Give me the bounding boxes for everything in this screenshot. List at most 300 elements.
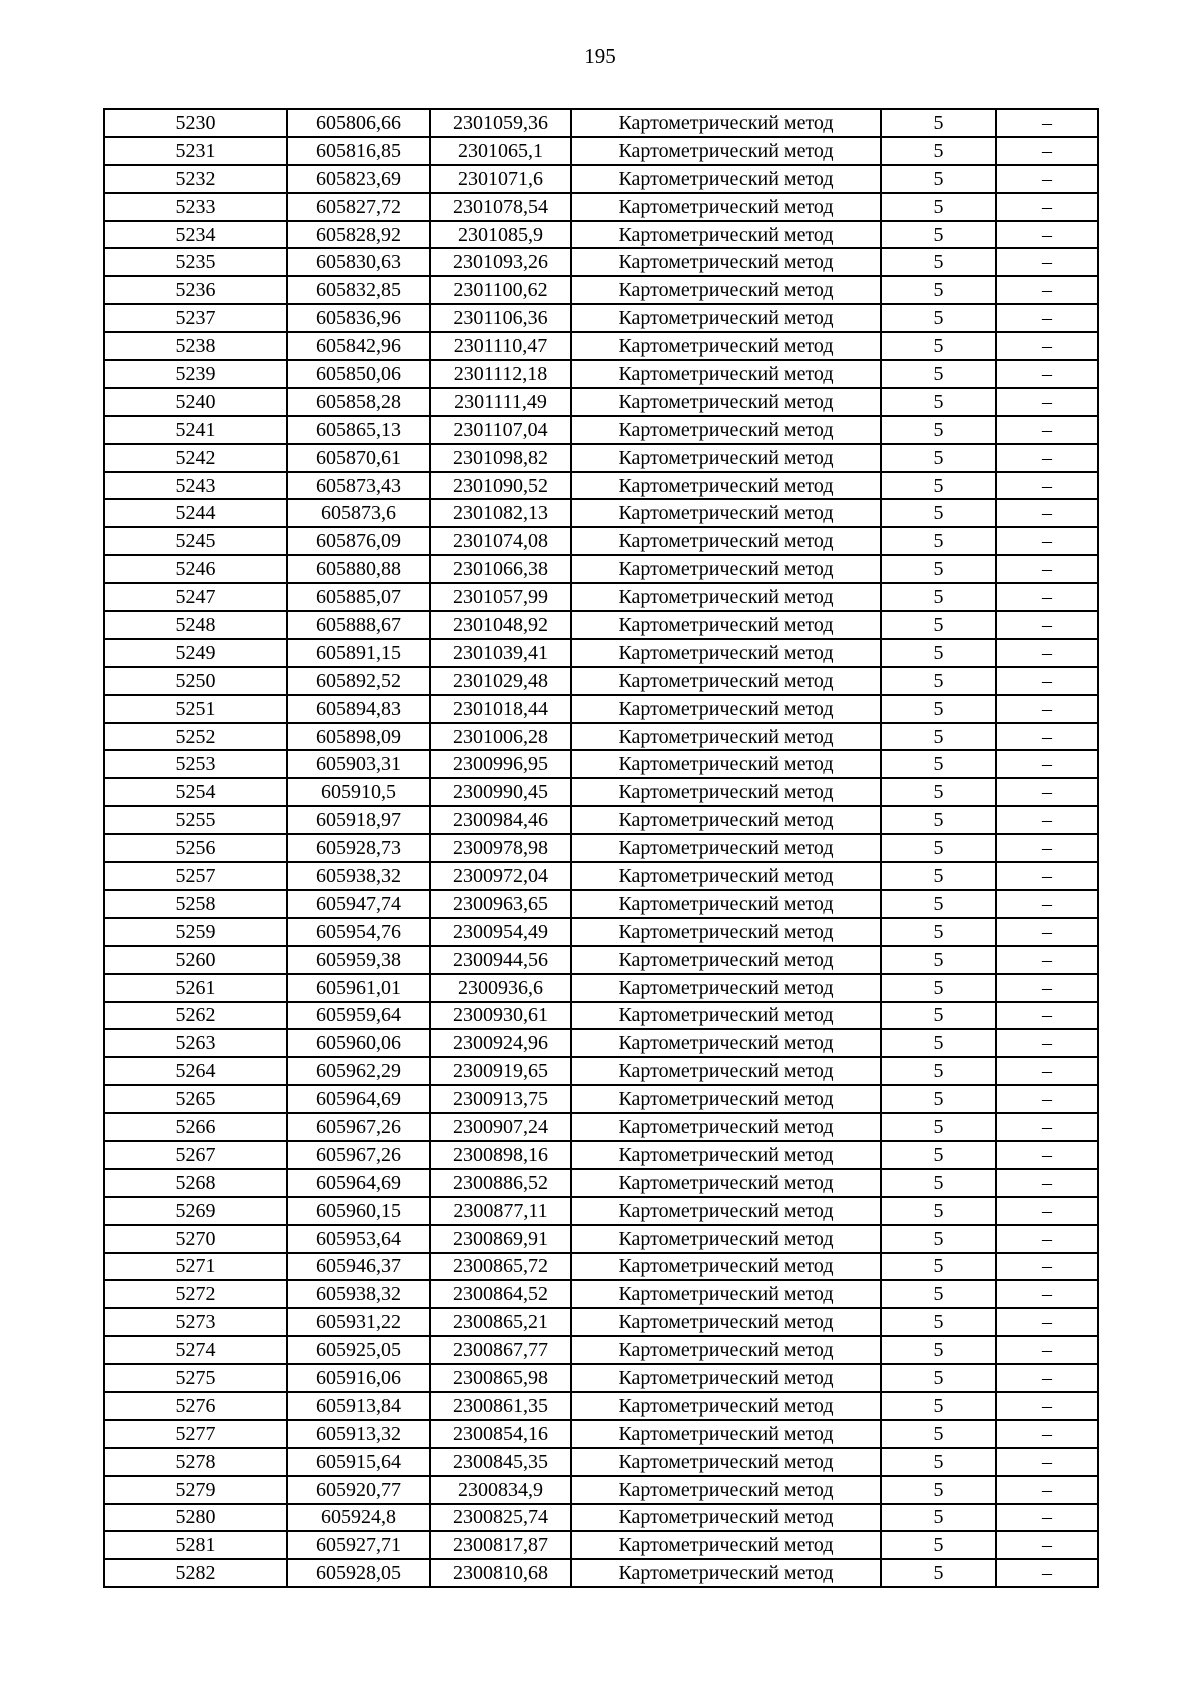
x-coordinate-cell: 605927,71 [287, 1531, 430, 1559]
accuracy-cell: 5 [881, 1002, 996, 1030]
x-coordinate-cell: 605962,29 [287, 1057, 430, 1085]
note-cell: – [996, 555, 1098, 583]
x-coordinate-cell: 605913,32 [287, 1420, 430, 1448]
x-coordinate-cell: 605967,26 [287, 1113, 430, 1141]
x-coordinate-cell: 605915,64 [287, 1448, 430, 1476]
note-cell: – [996, 1057, 1098, 1085]
method-cell: Картометрический метод [571, 1029, 881, 1057]
y-coordinate-cell: 2300810,68 [430, 1559, 571, 1587]
method-cell: Картометрический метод [571, 639, 881, 667]
y-coordinate-cell: 2300845,35 [430, 1448, 571, 1476]
point-number-cell: 5245 [104, 527, 287, 555]
x-coordinate-cell: 605832,85 [287, 276, 430, 304]
point-number-cell: 5267 [104, 1141, 287, 1169]
point-number-cell: 5255 [104, 806, 287, 834]
y-coordinate-cell: 2300913,75 [430, 1085, 571, 1113]
x-coordinate-cell: 605913,84 [287, 1392, 430, 1420]
method-cell: Картометрический метод [571, 1225, 881, 1253]
note-cell: – [996, 360, 1098, 388]
accuracy-cell: 5 [881, 1057, 996, 1085]
table-row [104, 778, 1098, 806]
method-cell: Картометрический метод [571, 193, 881, 221]
x-coordinate-cell: 605918,97 [287, 806, 430, 834]
x-coordinate-cell: 605947,74 [287, 890, 430, 918]
note-cell: – [996, 304, 1098, 332]
note-cell: – [996, 890, 1098, 918]
point-number-cell: 5264 [104, 1057, 287, 1085]
method-cell: Картометрический метод [571, 276, 881, 304]
table-row [104, 1169, 1098, 1197]
x-coordinate-cell: 605903,31 [287, 750, 430, 778]
x-coordinate-cell: 605842,96 [287, 332, 430, 360]
accuracy-cell: 5 [881, 611, 996, 639]
note-cell: – [996, 1448, 1098, 1476]
table-row [104, 1448, 1098, 1476]
x-coordinate-cell: 605964,69 [287, 1085, 430, 1113]
method-cell: Картометрический метод [571, 388, 881, 416]
x-coordinate-cell: 605910,5 [287, 778, 430, 806]
y-coordinate-cell: 2300834,9 [430, 1476, 571, 1504]
y-coordinate-cell: 2300886,52 [430, 1169, 571, 1197]
x-coordinate-cell: 605964,69 [287, 1169, 430, 1197]
note-cell: – [996, 750, 1098, 778]
method-cell: Картометрический метод [571, 1559, 881, 1587]
x-coordinate-cell: 605960,06 [287, 1029, 430, 1057]
note-cell: – [996, 1085, 1098, 1113]
y-coordinate-cell: 2301107,04 [430, 416, 571, 444]
point-number-cell: 5269 [104, 1197, 287, 1225]
y-coordinate-cell: 2300867,77 [430, 1336, 571, 1364]
note-cell: – [996, 834, 1098, 862]
table-row [104, 862, 1098, 890]
table-row [104, 472, 1098, 500]
y-coordinate-cell: 2301059,36 [430, 109, 571, 137]
accuracy-cell: 5 [881, 1197, 996, 1225]
table-row [104, 444, 1098, 472]
y-coordinate-cell: 2300861,35 [430, 1392, 571, 1420]
method-cell: Картометрический метод [571, 1253, 881, 1281]
method-cell: Картометрический метод [571, 583, 881, 611]
note-cell: – [996, 778, 1098, 806]
point-number-cell: 5279 [104, 1476, 287, 1504]
accuracy-cell: 5 [881, 1559, 996, 1587]
note-cell: – [996, 472, 1098, 500]
x-coordinate-cell: 605865,13 [287, 416, 430, 444]
point-number-cell: 5236 [104, 276, 287, 304]
method-cell: Картометрический метод [571, 1392, 881, 1420]
point-number-cell: 5240 [104, 388, 287, 416]
method-cell: Картометрический метод [571, 109, 881, 137]
table-row [104, 1420, 1098, 1448]
accuracy-cell: 5 [881, 1085, 996, 1113]
table-row [104, 974, 1098, 1002]
point-number-cell: 5239 [104, 360, 287, 388]
x-coordinate-cell: 605888,67 [287, 611, 430, 639]
x-coordinate-cell: 605938,32 [287, 1280, 430, 1308]
method-cell: Картометрический метод [571, 1002, 881, 1030]
accuracy-cell: 5 [881, 193, 996, 221]
table-row [104, 583, 1098, 611]
accuracy-cell: 5 [881, 444, 996, 472]
point-number-cell: 5254 [104, 778, 287, 806]
accuracy-cell: 5 [881, 360, 996, 388]
accuracy-cell: 5 [881, 583, 996, 611]
note-cell: – [996, 639, 1098, 667]
point-number-cell: 5259 [104, 918, 287, 946]
note-cell: – [996, 667, 1098, 695]
x-coordinate-cell: 605828,92 [287, 221, 430, 249]
table-row [104, 806, 1098, 834]
page-number: 195 [584, 44, 616, 68]
accuracy-cell: 5 [881, 1336, 996, 1364]
point-number-cell: 5232 [104, 165, 287, 193]
note-cell: – [996, 1336, 1098, 1364]
table-row [104, 221, 1098, 249]
x-coordinate-cell: 605873,6 [287, 499, 430, 527]
y-coordinate-cell: 2300869,91 [430, 1225, 571, 1253]
method-cell: Картометрический метод [571, 221, 881, 249]
y-coordinate-cell: 2300984,46 [430, 806, 571, 834]
accuracy-cell: 5 [881, 248, 996, 276]
y-coordinate-cell: 2301110,47 [430, 332, 571, 360]
y-coordinate-cell: 2301039,41 [430, 639, 571, 667]
x-coordinate-cell: 605924,8 [287, 1504, 430, 1532]
point-number-cell: 5231 [104, 137, 287, 165]
x-coordinate-cell: 605885,07 [287, 583, 430, 611]
method-cell: Картометрический метод [571, 750, 881, 778]
x-coordinate-cell: 605960,15 [287, 1197, 430, 1225]
table-row [104, 1531, 1098, 1559]
note-cell: – [996, 1141, 1098, 1169]
x-coordinate-cell: 605961,01 [287, 974, 430, 1002]
y-coordinate-cell: 2300825,74 [430, 1504, 571, 1532]
table-row [104, 332, 1098, 360]
method-cell: Картометрический метод [571, 862, 881, 890]
point-number-cell: 5237 [104, 304, 287, 332]
y-coordinate-cell: 2300936,6 [430, 974, 571, 1002]
accuracy-cell: 5 [881, 750, 996, 778]
y-coordinate-cell: 2300877,11 [430, 1197, 571, 1225]
accuracy-cell: 5 [881, 1280, 996, 1308]
point-number-cell: 5247 [104, 583, 287, 611]
y-coordinate-cell: 2301100,62 [430, 276, 571, 304]
table-row [104, 360, 1098, 388]
table-row [104, 388, 1098, 416]
point-number-cell: 5261 [104, 974, 287, 1002]
point-number-cell: 5256 [104, 834, 287, 862]
method-cell: Картометрический метод [571, 1197, 881, 1225]
table-row [104, 1141, 1098, 1169]
table-row [104, 1085, 1098, 1113]
accuracy-cell: 5 [881, 332, 996, 360]
accuracy-cell: 5 [881, 555, 996, 583]
point-number-cell: 5280 [104, 1504, 287, 1532]
table-row [104, 1364, 1098, 1392]
y-coordinate-cell: 2300978,98 [430, 834, 571, 862]
method-cell: Картометрический метод [571, 360, 881, 388]
accuracy-cell: 5 [881, 1420, 996, 1448]
x-coordinate-cell: 605959,38 [287, 946, 430, 974]
note-cell: – [996, 723, 1098, 751]
y-coordinate-cell: 2301006,28 [430, 723, 571, 751]
y-coordinate-cell: 2300854,16 [430, 1420, 571, 1448]
point-number-cell: 5274 [104, 1336, 287, 1364]
method-cell: Картометрический метод [571, 1448, 881, 1476]
table-row [104, 667, 1098, 695]
x-coordinate-cell: 605967,26 [287, 1141, 430, 1169]
y-coordinate-cell: 2300864,52 [430, 1280, 571, 1308]
method-cell: Картометрический метод [571, 1169, 881, 1197]
x-coordinate-cell: 605806,66 [287, 109, 430, 137]
accuracy-cell: 5 [881, 946, 996, 974]
point-number-cell: 5246 [104, 555, 287, 583]
note-cell: – [996, 276, 1098, 304]
point-number-cell: 5252 [104, 723, 287, 751]
method-cell: Картометрический метод [571, 472, 881, 500]
point-number-cell: 5253 [104, 750, 287, 778]
x-coordinate-cell: 605959,64 [287, 1002, 430, 1030]
accuracy-cell: 5 [881, 1225, 996, 1253]
note-cell: – [996, 388, 1098, 416]
x-coordinate-cell: 605823,69 [287, 165, 430, 193]
note-cell: – [996, 1504, 1098, 1532]
x-coordinate-cell: 605850,06 [287, 360, 430, 388]
y-coordinate-cell: 2301098,82 [430, 444, 571, 472]
x-coordinate-cell: 605920,77 [287, 1476, 430, 1504]
method-cell: Картометрический метод [571, 137, 881, 165]
accuracy-cell: 5 [881, 974, 996, 1002]
x-coordinate-cell: 605938,32 [287, 862, 430, 890]
note-cell: – [996, 1029, 1098, 1057]
point-number-cell: 5260 [104, 946, 287, 974]
accuracy-cell: 5 [881, 1169, 996, 1197]
x-coordinate-cell: 605880,88 [287, 555, 430, 583]
method-cell: Картометрический метод [571, 304, 881, 332]
point-number-cell: 5258 [104, 890, 287, 918]
note-cell: – [996, 332, 1098, 360]
point-number-cell: 5248 [104, 611, 287, 639]
accuracy-cell: 5 [881, 1448, 996, 1476]
x-coordinate-cell: 605954,76 [287, 918, 430, 946]
table-row [104, 1057, 1098, 1085]
note-cell: – [996, 611, 1098, 639]
note-cell: – [996, 1392, 1098, 1420]
accuracy-cell: 5 [881, 165, 996, 193]
note-cell: – [996, 1253, 1098, 1281]
y-coordinate-cell: 2300865,98 [430, 1364, 571, 1392]
note-cell: – [996, 1364, 1098, 1392]
method-cell: Картометрический метод [571, 1364, 881, 1392]
note-cell: – [996, 109, 1098, 137]
table-row [104, 304, 1098, 332]
table-row [104, 1559, 1098, 1587]
method-cell: Картометрический метод [571, 723, 881, 751]
accuracy-cell: 5 [881, 109, 996, 137]
point-number-cell: 5263 [104, 1029, 287, 1057]
y-coordinate-cell: 2300907,24 [430, 1113, 571, 1141]
method-cell: Картометрический метод [571, 1531, 881, 1559]
method-cell: Картометрический метод [571, 555, 881, 583]
x-coordinate-cell: 605858,28 [287, 388, 430, 416]
accuracy-cell: 5 [881, 778, 996, 806]
method-cell: Картометрический метод [571, 332, 881, 360]
x-coordinate-cell: 605916,06 [287, 1364, 430, 1392]
note-cell: – [996, 221, 1098, 249]
x-coordinate-cell: 605925,05 [287, 1336, 430, 1364]
method-cell: Картометрический метод [571, 778, 881, 806]
y-coordinate-cell: 2301111,49 [430, 388, 571, 416]
table-row [104, 834, 1098, 862]
x-coordinate-cell: 605873,43 [287, 472, 430, 500]
method-cell: Картометрический метод [571, 1057, 881, 1085]
accuracy-cell: 5 [881, 639, 996, 667]
table-row [104, 1280, 1098, 1308]
method-cell: Картометрический метод [571, 416, 881, 444]
point-number-cell: 5241 [104, 416, 287, 444]
accuracy-cell: 5 [881, 1392, 996, 1420]
table-row [104, 890, 1098, 918]
method-cell: Картометрический метод [571, 974, 881, 1002]
note-cell: – [996, 1476, 1098, 1504]
note-cell: – [996, 1559, 1098, 1587]
table-row [104, 695, 1098, 723]
x-coordinate-cell: 605891,15 [287, 639, 430, 667]
coordinates-table-body [104, 109, 1098, 1587]
table-row [104, 1197, 1098, 1225]
note-cell: – [996, 806, 1098, 834]
point-number-cell: 5235 [104, 248, 287, 276]
y-coordinate-cell: 2301085,9 [430, 221, 571, 249]
y-coordinate-cell: 2301090,52 [430, 472, 571, 500]
x-coordinate-cell: 605946,37 [287, 1253, 430, 1281]
y-coordinate-cell: 2301093,26 [430, 248, 571, 276]
x-coordinate-cell: 605830,63 [287, 248, 430, 276]
table-row [104, 248, 1098, 276]
note-cell: – [996, 974, 1098, 1002]
accuracy-cell: 5 [881, 1253, 996, 1281]
x-coordinate-cell: 605876,09 [287, 527, 430, 555]
method-cell: Картометрический метод [571, 499, 881, 527]
point-number-cell: 5244 [104, 499, 287, 527]
note-cell: – [996, 193, 1098, 221]
accuracy-cell: 5 [881, 1531, 996, 1559]
point-number-cell: 5251 [104, 695, 287, 723]
note-cell: – [996, 1308, 1098, 1336]
table-row [104, 499, 1098, 527]
y-coordinate-cell: 2300865,72 [430, 1253, 571, 1281]
method-cell: Картометрический метод [571, 1113, 881, 1141]
accuracy-cell: 5 [881, 388, 996, 416]
point-number-cell: 5278 [104, 1448, 287, 1476]
accuracy-cell: 5 [881, 416, 996, 444]
accuracy-cell: 5 [881, 1504, 996, 1532]
table-row [104, 639, 1098, 667]
accuracy-cell: 5 [881, 834, 996, 862]
table-row [104, 1002, 1098, 1030]
y-coordinate-cell: 2301078,54 [430, 193, 571, 221]
point-number-cell: 5233 [104, 193, 287, 221]
method-cell: Картометрический метод [571, 611, 881, 639]
y-coordinate-cell: 2300817,87 [430, 1531, 571, 1559]
table-row [104, 276, 1098, 304]
x-coordinate-cell: 605928,05 [287, 1559, 430, 1587]
point-number-cell: 5272 [104, 1280, 287, 1308]
y-coordinate-cell: 2301112,18 [430, 360, 571, 388]
method-cell: Картометрический метод [571, 834, 881, 862]
note-cell: – [996, 695, 1098, 723]
method-cell: Картометрический метод [571, 667, 881, 695]
method-cell: Картометрический метод [571, 1336, 881, 1364]
table-row [104, 109, 1098, 137]
table-row [104, 1336, 1098, 1364]
accuracy-cell: 5 [881, 527, 996, 555]
note-cell: – [996, 1280, 1098, 1308]
note-cell: – [996, 165, 1098, 193]
point-number-cell: 5257 [104, 862, 287, 890]
x-coordinate-cell: 605894,83 [287, 695, 430, 723]
x-coordinate-cell: 605816,85 [287, 137, 430, 165]
point-number-cell: 5282 [104, 1559, 287, 1587]
table-row [104, 750, 1098, 778]
accuracy-cell: 5 [881, 918, 996, 946]
x-coordinate-cell: 605836,96 [287, 304, 430, 332]
accuracy-cell: 5 [881, 806, 996, 834]
note-cell: – [996, 583, 1098, 611]
method-cell: Картометрический метод [571, 806, 881, 834]
point-number-cell: 5277 [104, 1420, 287, 1448]
table-row [104, 1392, 1098, 1420]
table-row [104, 527, 1098, 555]
x-coordinate-cell: 605953,64 [287, 1225, 430, 1253]
accuracy-cell: 5 [881, 472, 996, 500]
y-coordinate-cell: 2301074,08 [430, 527, 571, 555]
note-cell: – [996, 416, 1098, 444]
point-number-cell: 5281 [104, 1531, 287, 1559]
table-row [104, 946, 1098, 974]
y-coordinate-cell: 2301106,36 [430, 304, 571, 332]
note-cell: – [996, 137, 1098, 165]
x-coordinate-cell: 605827,72 [287, 193, 430, 221]
x-coordinate-cell: 605898,09 [287, 723, 430, 751]
method-cell: Картометрический метод [571, 1141, 881, 1169]
point-number-cell: 5243 [104, 472, 287, 500]
table-row [104, 1113, 1098, 1141]
table-row [104, 137, 1098, 165]
method-cell: Картометрический метод [571, 1308, 881, 1336]
table-row [104, 555, 1098, 583]
point-number-cell: 5268 [104, 1169, 287, 1197]
note-cell: – [996, 444, 1098, 472]
point-number-cell: 5266 [104, 1113, 287, 1141]
coordinates-table [103, 108, 1099, 1588]
y-coordinate-cell: 2301018,44 [430, 695, 571, 723]
y-coordinate-cell: 2300963,65 [430, 890, 571, 918]
note-cell: – [996, 946, 1098, 974]
method-cell: Картометрический метод [571, 165, 881, 193]
y-coordinate-cell: 2301071,6 [430, 165, 571, 193]
accuracy-cell: 5 [881, 304, 996, 332]
point-number-cell: 5249 [104, 639, 287, 667]
method-cell: Картометрический метод [571, 1280, 881, 1308]
point-number-cell: 5262 [104, 1002, 287, 1030]
y-coordinate-cell: 2300898,16 [430, 1141, 571, 1169]
note-cell: – [996, 918, 1098, 946]
table-row [104, 1253, 1098, 1281]
accuracy-cell: 5 [881, 137, 996, 165]
y-coordinate-cell: 2300972,04 [430, 862, 571, 890]
note-cell: – [996, 527, 1098, 555]
accuracy-cell: 5 [881, 862, 996, 890]
